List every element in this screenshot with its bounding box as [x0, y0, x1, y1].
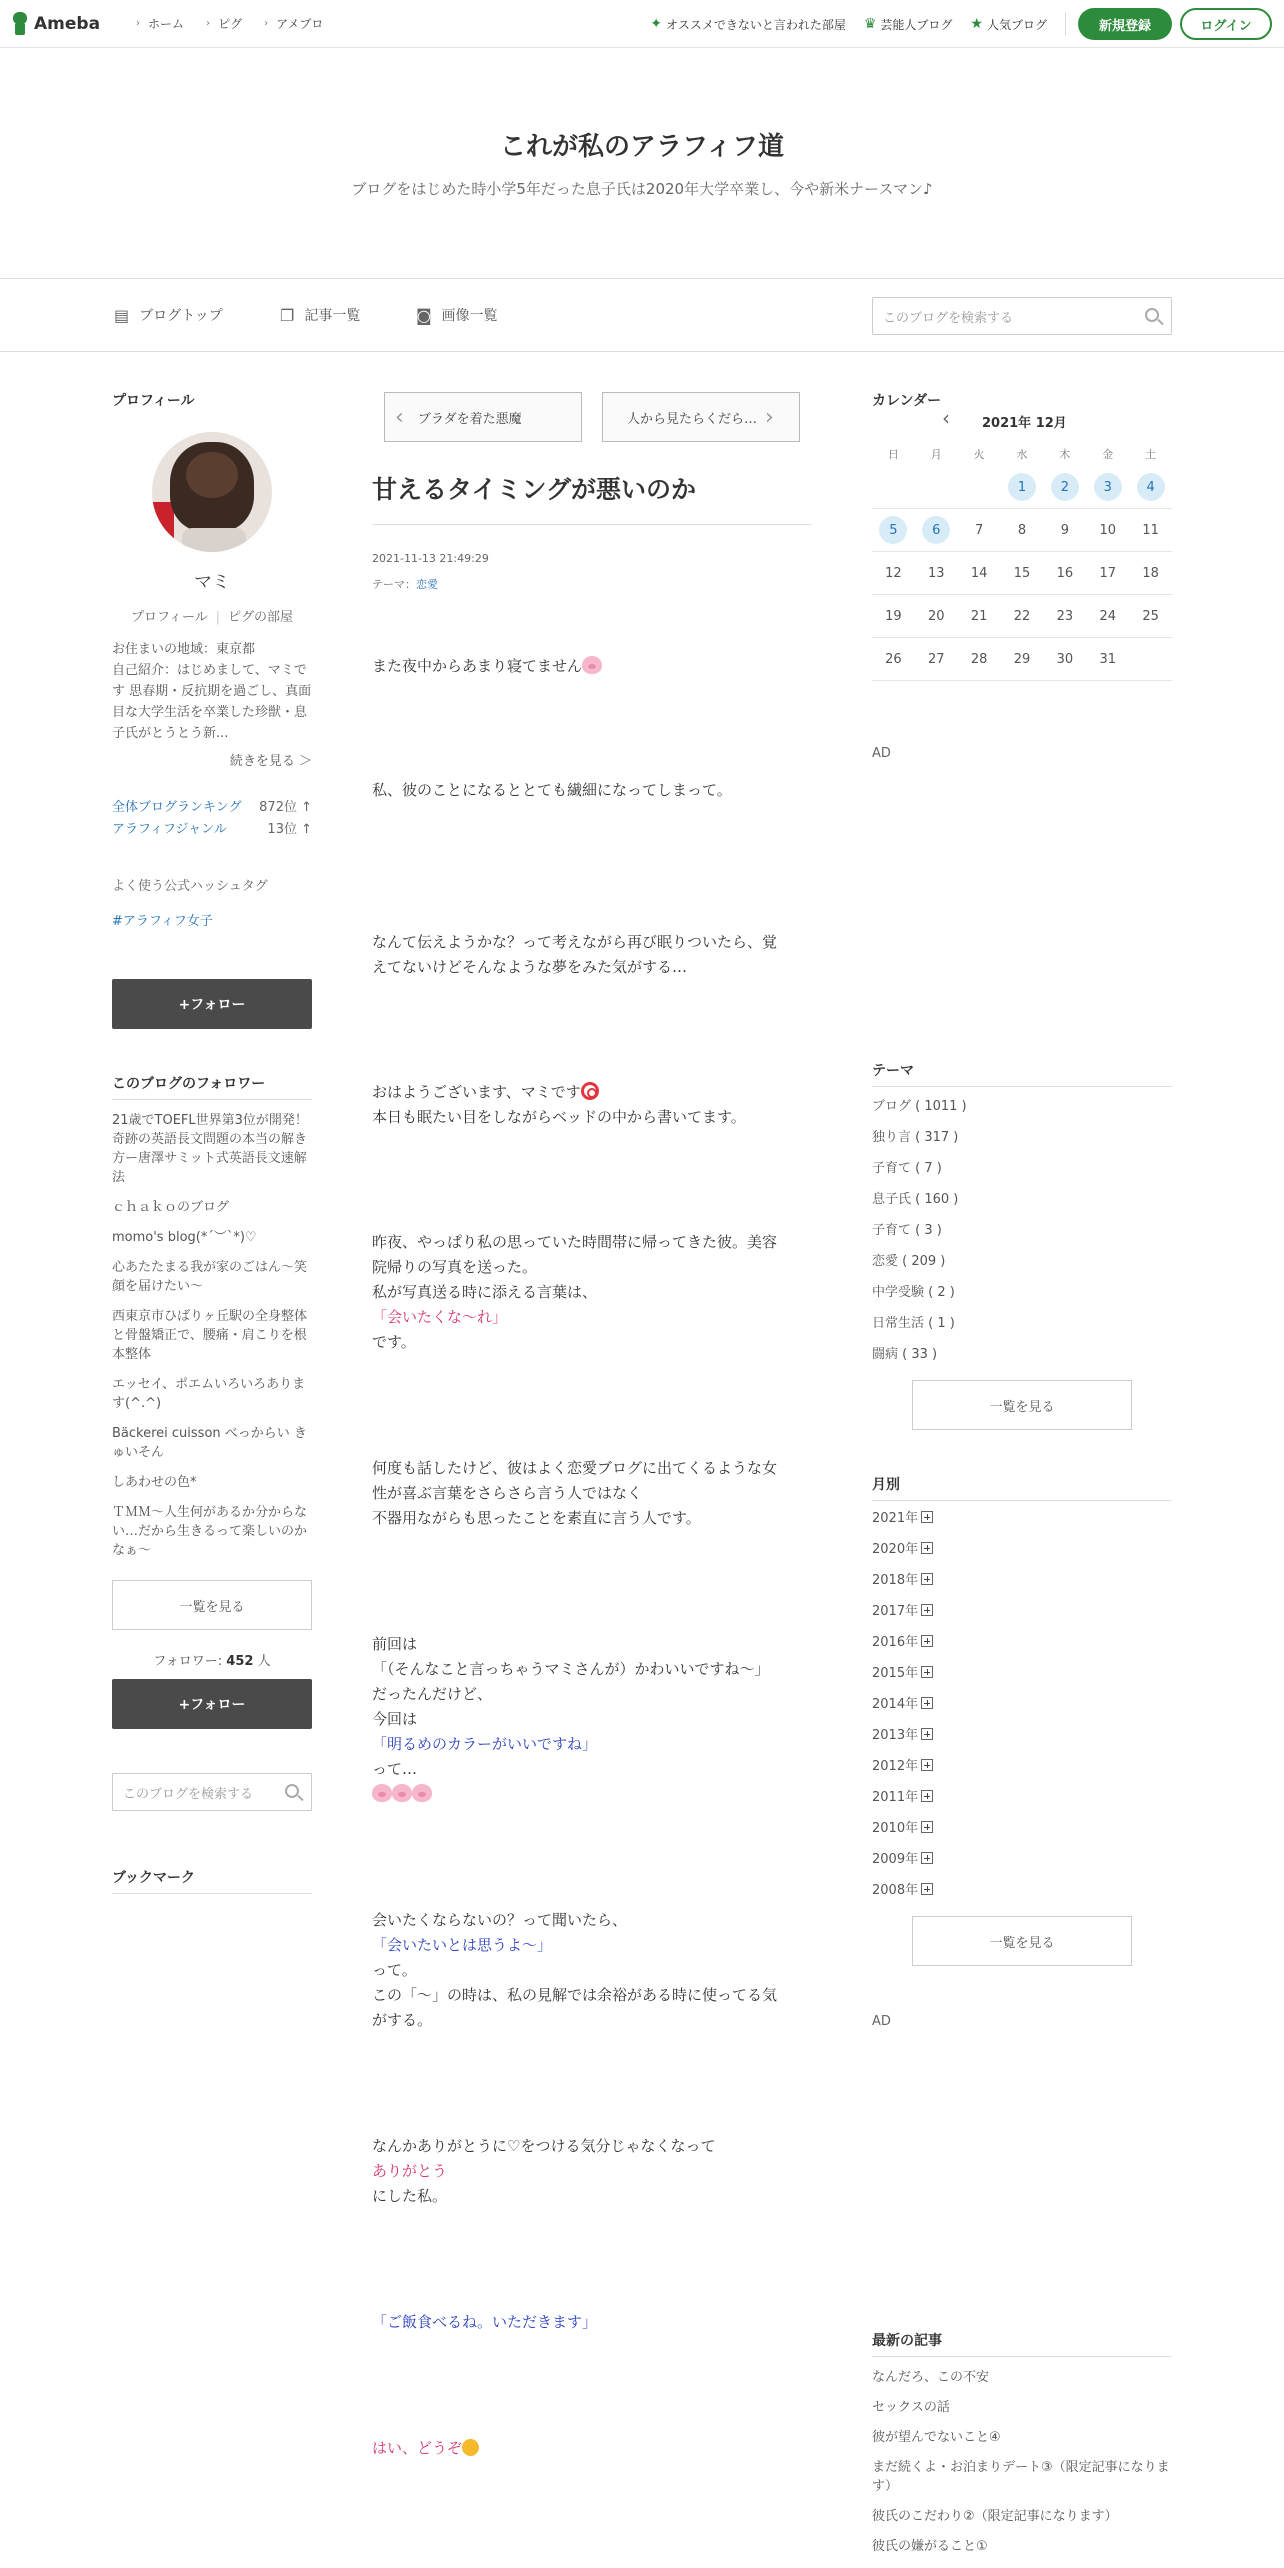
- year-item[interactable]: [872, 1534, 1172, 1565]
- prev-article-button[interactable]: [384, 392, 582, 442]
- ranking-label[interactable]: 全体ブログランキング: [112, 800, 242, 815]
- text: えてないけどそんなような夢をみた気がする…: [372, 958, 688, 976]
- year-label[interactable]: 2020年: [872, 1542, 919, 1557]
- pig-emoji-icon: [372, 1784, 392, 1802]
- calendar-day: 12: [885, 565, 902, 581]
- recent-article-item[interactable]: 彼氏のこだわり②（限定記事になります）: [872, 2509, 1118, 2524]
- text: この「〜」の時は、私の見解では余裕がある時に使ってる気: [372, 1986, 778, 2004]
- pig-emoji-row: [372, 1782, 812, 1807]
- text: がする。: [372, 2011, 433, 2029]
- text: 会いたくならないの？って聞いたら、: [372, 1911, 628, 1929]
- followers-heading: このブログのフォロワー: [112, 1073, 312, 1100]
- follow-button[interactable]: +フォロー: [112, 979, 312, 1029]
- expand-plus-icon[interactable]: [921, 1666, 933, 1678]
- profile-name[interactable]: マミ: [194, 572, 230, 593]
- recent-list: [872, 2368, 1172, 2556]
- calendar-week-row: [872, 638, 1172, 681]
- year-item[interactable]: [872, 1565, 1172, 1596]
- text: って。: [372, 1961, 417, 1979]
- sparkle-icon: ✦: [650, 16, 662, 32]
- text: って…: [372, 1760, 418, 1778]
- calendar-day: 9: [1060, 522, 1069, 538]
- calendar-day-link[interactable]: 5: [879, 516, 907, 544]
- blog-search-input[interactable]: [872, 297, 1172, 335]
- calendar-day: 22: [1013, 608, 1031, 624]
- year-label[interactable]: 2017年: [872, 1604, 919, 1619]
- followers-list-all-button[interactable]: 一覧を見る: [112, 1580, 312, 1630]
- year-item[interactable]: [872, 1875, 1172, 1906]
- bookmark-heading: ブックマーク: [112, 1867, 312, 1894]
- chevron-right-icon: ›: [765, 404, 774, 430]
- calendar-day: 28: [970, 651, 988, 667]
- calendar-weekday: 木: [1059, 448, 1071, 461]
- calendar-day: 24: [1099, 608, 1116, 624]
- theme-item[interactable]: 日常生活 ( 1 ): [872, 1316, 955, 1331]
- followers-list: [112, 1111, 312, 1560]
- ranking-row: [112, 797, 312, 819]
- text: 何度も話したけど、彼はよく恋愛ブログに出てくるような女: [372, 1459, 778, 1477]
- document-icon: ▤: [114, 305, 130, 325]
- text: 今回は: [372, 1710, 418, 1728]
- calendar-grid: [872, 442, 1172, 681]
- theme-item[interactable]: 独り言 ( 317 ): [872, 1130, 959, 1145]
- year-item[interactable]: [872, 1813, 1172, 1844]
- year-label[interactable]: 2018年: [872, 1573, 919, 1588]
- text: 本日も眠たい目をしながらベッドの中から書いてます。: [372, 1108, 746, 1126]
- crown-icon: ♛: [863, 16, 877, 32]
- count-value: 452: [226, 1654, 254, 1669]
- year-label[interactable]: 2016年: [872, 1635, 919, 1650]
- profile-heading: プロフィール: [112, 393, 195, 409]
- year-list: [872, 1503, 1172, 1906]
- subnav-label: 画像一覧: [441, 308, 498, 324]
- calendar-day-link[interactable]: 1: [1008, 473, 1036, 501]
- year-label[interactable]: 2013年: [872, 1728, 919, 1743]
- theme-item[interactable]: 子育て ( 3 ): [872, 1223, 942, 1238]
- blog-title[interactable]: これが私のアラフィフ道: [500, 132, 784, 162]
- right-sidebar: [872, 390, 1172, 2554]
- recent-heading: 最新の記事: [872, 2330, 1172, 2357]
- calendar-day: 30: [1056, 651, 1074, 667]
- expand-plus-icon[interactable]: [921, 1883, 933, 1895]
- ameba-mascot-icon: [10, 11, 30, 37]
- highlight-text: ありがとう: [372, 2162, 448, 2180]
- monthly-heading: 月別: [872, 1474, 1172, 1501]
- subnav-blog-top[interactable]: [114, 305, 223, 325]
- top-nav: [114, 15, 323, 32]
- text: なんて伝えようかな？って考えながら再び眠りついたら、覚: [372, 933, 778, 951]
- post-title[interactable]: 甘えるタイミングが悪いのか: [372, 470, 812, 525]
- calendar-day: 14: [970, 565, 988, 581]
- divider: [1065, 12, 1066, 36]
- paragraph: [372, 654, 812, 679]
- theme-list-all-button[interactable]: 一覧を見る: [912, 1380, 1132, 1430]
- follower-item[interactable]: 21歳でTOEFL世界第3位が開発！奇跡の英語長文問題の本当の解き方ー唐澤サミット式英語長文速解法: [112, 1113, 308, 1185]
- year-item[interactable]: [872, 1782, 1172, 1813]
- calendar-day: 15: [1013, 565, 1031, 581]
- expand-plus-icon[interactable]: [921, 1728, 933, 1740]
- highlight-text: 「会いたくな〜れ」: [372, 1308, 508, 1326]
- monthly-section: [872, 1474, 1172, 1966]
- expand-plus-icon[interactable]: [921, 1635, 933, 1647]
- ranking-row: [112, 819, 312, 841]
- calendar-day: 21: [970, 608, 988, 624]
- recent-article-item[interactable]: 彼が望んでないこと④: [872, 2430, 1001, 2445]
- top-right: [632, 0, 1272, 48]
- calendar-day: 19: [885, 608, 902, 624]
- text: です。: [372, 1333, 416, 1351]
- search-placeholder: このブログを検索する: [123, 1786, 254, 1802]
- login-button[interactable]: ログイン: [1180, 8, 1272, 40]
- star-icon: ★: [970, 16, 983, 32]
- calendar-day: 25: [1142, 608, 1159, 624]
- pager-label: ブラダを着た悪魔: [417, 411, 522, 427]
- pages-icon: ❐: [280, 305, 295, 325]
- calendar-day: 26: [885, 651, 902, 667]
- subnav-images[interactable]: [416, 305, 498, 325]
- paragraph: [372, 2134, 812, 2209]
- paragraph: [372, 2436, 812, 2461]
- calendar-day: 11: [1142, 522, 1159, 538]
- ameba-logo[interactable]: [10, 0, 100, 48]
- calendar-day[interactable]: [915, 516, 958, 544]
- paragraph: [372, 1456, 812, 1531]
- theme-item[interactable]: 息子氏 ( 160 ): [872, 1192, 959, 1207]
- ranking-value: 13位 ↑: [267, 822, 312, 837]
- theme-item[interactable]: 中学受験 ( 2 ): [872, 1285, 955, 1300]
- pig-emoji-icon: [582, 656, 602, 674]
- calendar-day: 29: [1013, 651, 1031, 667]
- text: 性が喜ぶ言葉をさらさら言う人ではなく: [372, 1484, 643, 1502]
- text: 院帰りの写真を送った。: [372, 1258, 538, 1276]
- year-label[interactable]: 2015年: [872, 1666, 919, 1681]
- calendar-week-row: [872, 466, 1172, 509]
- follower-item[interactable]: Bäckerei cuisson べっからい きゅいそん: [112, 1426, 307, 1460]
- calendar-weekday: 火: [973, 448, 985, 461]
- calendar-day[interactable]: [872, 516, 915, 544]
- left-sidebar: [112, 390, 312, 1894]
- recent-section: [872, 2330, 1172, 2556]
- celebrity-blog-link[interactable]: [864, 16, 953, 33]
- calendar-weekday: 月: [930, 448, 942, 461]
- top-bar: [0, 0, 1284, 48]
- expand-plus-icon[interactable]: [921, 1697, 933, 1709]
- theme-item[interactable]: ブログ ( 1011 ): [872, 1099, 967, 1114]
- paragraph: 「ご飯食べるね。いただきます」: [372, 2313, 598, 2331]
- link-label: オススメできないと言われた部屋: [665, 17, 846, 32]
- follower-item[interactable]: エッセイ、ポエムいろいろあります(^.^): [112, 1377, 306, 1411]
- calendar-weekday-row: [872, 442, 1172, 466]
- hashtag-heading: よく使う公式ハッシュタグ: [112, 879, 268, 894]
- follower-item[interactable]: 心あたたまる我が家のごはん〜笑顔を届けたい〜: [112, 1260, 308, 1294]
- paragraph: [372, 1080, 812, 1130]
- pigg-room-link[interactable]: ピグの部屋: [228, 610, 294, 625]
- calendar-day: 7: [975, 522, 984, 538]
- expand-plus-icon[interactable]: [921, 1604, 933, 1616]
- expand-plus-icon[interactable]: [921, 1790, 933, 1802]
- year-label[interactable]: 2021年: [872, 1511, 919, 1526]
- paragraph: [372, 930, 812, 980]
- count-label: フォロワー:: [153, 1654, 223, 1669]
- year-label[interactable]: 2012年: [872, 1759, 919, 1774]
- follower-item[interactable]: 西東京市ひばりヶ丘駅の全身整体と骨盤矯正で、腰痛・肩こりを根本整体: [112, 1309, 308, 1362]
- chevron-right-icon: ›: [206, 18, 211, 29]
- search-icon[interactable]: [285, 1784, 299, 1798]
- text: 私、彼のことになるととても繊細になってしまって。: [372, 781, 732, 799]
- calendar-day-link[interactable]: 2: [1051, 473, 1079, 501]
- calendar-weekday: 水: [1016, 448, 1028, 461]
- post-theme: [372, 576, 438, 592]
- chevron-right-icon: ›: [136, 18, 141, 29]
- year-item[interactable]: [872, 1503, 1172, 1534]
- logo-text: Ameba: [34, 13, 101, 34]
- year-item[interactable]: [872, 1627, 1172, 1658]
- text: また夜中からあまり寝てません: [372, 657, 583, 675]
- pig-emoji-icon: [412, 1784, 432, 1802]
- ranking-value: 872位 ↑: [259, 800, 312, 815]
- calendar-day-link[interactable]: 6: [922, 516, 950, 544]
- nav-label: アメブロ: [276, 17, 324, 31]
- follow-button-2[interactable]: +フォロー: [112, 1679, 312, 1729]
- follower-item[interactable]: ｃｈａｋｏのブログ: [112, 1200, 230, 1215]
- expand-plus-icon[interactable]: [921, 1511, 933, 1523]
- recent-article-item[interactable]: なんだろ、この不安: [872, 2370, 990, 2385]
- text: だったんだけど、: [372, 1685, 493, 1703]
- link-label: 人気ブログ: [986, 17, 1047, 32]
- recent-article-item[interactable]: 彼氏の嫌がること①: [872, 2539, 988, 2554]
- highlight-text: 「明るめのカラーがいいですね」: [372, 1735, 598, 1753]
- search-placeholder: このブログを検索する: [883, 310, 1014, 326]
- ranking-label[interactable]: アラフィフジャンル: [112, 822, 227, 837]
- nav-label: ピグ: [218, 17, 243, 31]
- theme-link[interactable]: 恋愛: [416, 578, 438, 591]
- register-button[interactable]: 新規登録: [1078, 8, 1172, 40]
- paragraph: [372, 1632, 812, 1807]
- count-unit: 人: [257, 1654, 271, 1669]
- subnav-label: ブログトップ: [139, 308, 223, 324]
- theme-heading: テーマ: [872, 1060, 1172, 1087]
- pager-label: 人から見たらくだら…: [627, 411, 758, 427]
- pig-emoji-icon: [392, 1784, 412, 1802]
- text: はい、どうぞ: [372, 2439, 463, 2457]
- calendar-weekday: 日: [887, 448, 899, 461]
- subnav-articles[interactable]: [280, 305, 360, 325]
- recommended-link[interactable]: [650, 16, 846, 33]
- calendar-day-link[interactable]: 4: [1137, 473, 1165, 501]
- avatar[interactable]: [152, 432, 272, 552]
- nav-label: ホーム: [148, 17, 185, 31]
- text: 昨夜、やっぱり私の思っていた時間帯に帰ってきた彼。美容: [372, 1233, 778, 1251]
- paragraph: [372, 1908, 812, 2033]
- year-label[interactable]: 2009年: [872, 1852, 919, 1867]
- spiral-emoji-icon: [581, 1082, 599, 1100]
- text: 「（そんなこと言っちゃうマミさんが）かわいいですね〜」: [372, 1660, 770, 1678]
- calendar-header: [872, 390, 1172, 431]
- recent-article-item[interactable]: まだ続くよ・お泊まりデート③（限定記事になります）: [872, 2460, 1170, 2494]
- calendar-day: 10: [1099, 522, 1116, 538]
- blog-description: ブログをはじめた時小学5年だった息子氏は2020年大学卒業し、今や新米ナースマン♪: [351, 180, 933, 198]
- text: おはようございます、マミです: [372, 1083, 581, 1101]
- year-item[interactable]: [872, 1658, 1172, 1689]
- chevron-right-icon: ›: [264, 18, 269, 29]
- paragraph: [372, 778, 812, 803]
- highlight-text: 「会いたいとは思うよ〜」: [372, 1936, 553, 1954]
- calendar-heading: カレンダー: [872, 393, 942, 409]
- search-icon[interactable]: [1145, 308, 1159, 322]
- text: にした私。: [372, 2187, 448, 2205]
- calendar-weekday: 土: [1145, 448, 1157, 461]
- calendar-day: 16: [1056, 565, 1074, 581]
- theme-item[interactable]: 子育て ( 7 ): [872, 1161, 942, 1176]
- link-label: 芸能人ブログ: [880, 17, 953, 32]
- year-item[interactable]: [872, 1596, 1172, 1627]
- follower-item[interactable]: しあわせの色*: [112, 1475, 197, 1490]
- subnav-label: 記事一覧: [304, 308, 361, 324]
- nav-ameblo[interactable]: [264, 15, 323, 32]
- text: 不器用ながらも思ったことを素直に言う人です。: [372, 1509, 701, 1527]
- text: 私が写真送る時に添える言葉は、: [372, 1283, 598, 1301]
- post-date: 2021-11-13 21:49:29: [372, 552, 489, 565]
- popular-blog-link[interactable]: [970, 16, 1047, 33]
- follower-item[interactable]: momo's blog(*´︶`*)♡: [112, 1230, 257, 1245]
- expand-plus-icon[interactable]: [921, 1542, 933, 1554]
- calendar-day: 20: [928, 608, 945, 624]
- expand-plus-icon[interactable]: [921, 1852, 933, 1864]
- calendar-day-link[interactable]: 3: [1094, 473, 1122, 501]
- theme-item[interactable]: 恋愛 ( 209 ): [872, 1254, 946, 1269]
- calendar-day: 17: [1099, 565, 1116, 581]
- text: 前回は: [372, 1635, 418, 1653]
- calendar-day[interactable]: [1129, 473, 1172, 501]
- calendar-weekday: 金: [1102, 448, 1114, 461]
- sidebar-search-input[interactable]: [112, 1773, 312, 1811]
- calendar-day[interactable]: [1043, 473, 1086, 501]
- year-label[interactable]: 2010年: [872, 1821, 919, 1836]
- theme-item[interactable]: 闘病 ( 33 ): [872, 1347, 938, 1362]
- text: なんかありがとうに♡をつける気分じゃなくなって: [372, 2137, 716, 2155]
- nav-home[interactable]: [136, 15, 184, 32]
- blog-subnav: [0, 278, 1284, 352]
- calendar-day: 27: [928, 651, 945, 667]
- follower-count: [112, 1650, 312, 1669]
- recent-article-item[interactable]: セックスの話: [872, 2400, 950, 2415]
- calendar-week-row: [872, 552, 1172, 595]
- calendar-day: 18: [1142, 565, 1159, 581]
- calendar-day[interactable]: [1086, 473, 1129, 501]
- calendar-week-row: [872, 509, 1172, 552]
- calendar-day: 8: [1017, 522, 1027, 538]
- profile-info: お住まいの地域：東京都 自己紹介：はじめまして、マミです 思春期・反抗期を過ごし、真面目な大学生活を卒業した珍獣・息子氏がとうとう新...: [112, 642, 312, 741]
- chevron-left-icon[interactable]: ‹: [942, 406, 950, 430]
- camera-icon: ◙: [416, 305, 432, 325]
- next-article-button[interactable]: [602, 392, 800, 442]
- smile-emoji-icon: [462, 2439, 479, 2456]
- year-item[interactable]: [872, 1689, 1172, 1720]
- expand-plus-icon[interactable]: [921, 1821, 933, 1833]
- calendar-day[interactable]: [1001, 473, 1044, 501]
- expand-plus-icon[interactable]: [921, 1759, 933, 1771]
- monthly-list-all-button[interactable]: 一覧を見る: [912, 1916, 1132, 1966]
- calendar-day: 31: [1099, 651, 1116, 667]
- nav-pigg[interactable]: [206, 15, 242, 32]
- calendar-day: 23: [1056, 608, 1074, 624]
- profile-links: プロフィール | ピグの部屋: [130, 610, 294, 625]
- calendar-day: 13: [928, 565, 945, 581]
- year-item[interactable]: [872, 1751, 1172, 1782]
- year-item[interactable]: [872, 1844, 1172, 1875]
- paragraph: [372, 1230, 812, 1355]
- year-label[interactable]: 2011年: [872, 1790, 919, 1805]
- ad-label: AD: [872, 746, 891, 761]
- theme-label: テーマ：: [372, 578, 416, 591]
- calendar-month: 2021年 12月: [982, 416, 1067, 431]
- year-item[interactable]: [872, 1720, 1172, 1751]
- year-label[interactable]: 2014年: [872, 1697, 919, 1712]
- hashtag-link[interactable]: #アラフィフ女子: [112, 914, 213, 929]
- year-label[interactable]: 2008年: [872, 1883, 919, 1898]
- read-more-link[interactable]: 続きを見る ＞: [229, 754, 312, 769]
- chevron-left-icon: ‹: [395, 404, 404, 430]
- profile-link[interactable]: プロフィール: [130, 610, 208, 625]
- calendar-week-row: [872, 595, 1172, 638]
- ad-label: AD: [872, 2014, 891, 2029]
- theme-section: [872, 1060, 1172, 1430]
- follower-item[interactable]: ＴＭＭ～人生何があるか分からない…だから生きるって楽しいのかなぁ～: [112, 1505, 308, 1558]
- theme-list: [872, 1091, 1172, 1370]
- expand-plus-icon[interactable]: [921, 1573, 933, 1585]
